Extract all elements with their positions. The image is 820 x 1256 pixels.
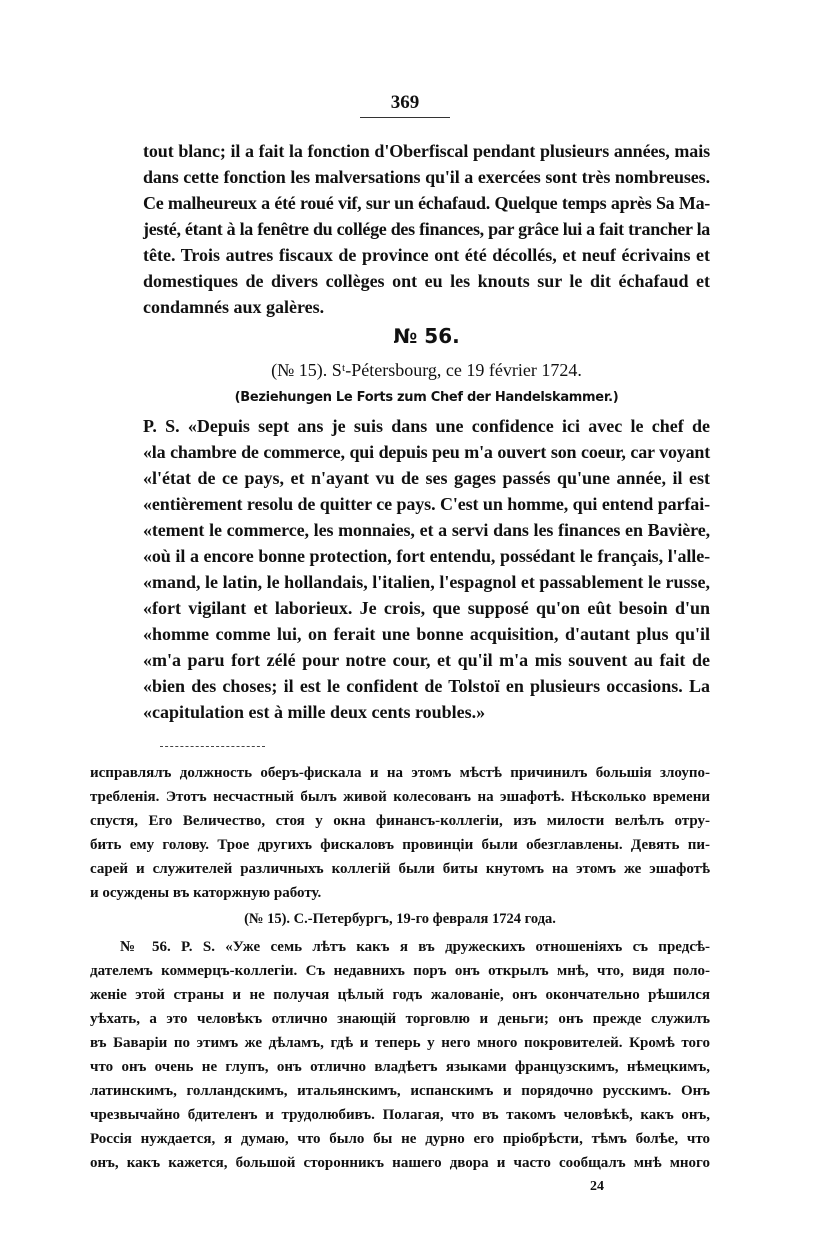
french-letter-line: «fort vigilant et laborieux. Je crois, que supposé qu'on eût besoin d'un	[143, 598, 710, 618]
russian-text-line: спустя, Его Величество, стоя у окна финансъ-коллегіи, изъ милости велѣлъ отру-	[90, 813, 710, 829]
french-text-line: tête. Trois autres fiscaux de province ont été décollés, et neuf écrivains et	[143, 245, 710, 265]
russian-letter-line: № 56. P. S. «Уже семь лѣтъ какъ я въ дружескихъ отношеніяхъ съ предсѣ-	[120, 939, 710, 955]
document-heading: № 56.	[393, 324, 460, 348]
french-text-line: Ce malheureux a été roué vif, sur un échafaud. Quelque temps après Sa Ma-	[143, 193, 710, 213]
section-separator	[160, 746, 265, 747]
russian-letter-line: уѣхать, а это человѣкъ отлично знающій торговлю и деньги; онъ прежде служилъ	[90, 1011, 710, 1027]
french-letter-line: «la chambre de commerce, qui depuis peu m'a ouvert son coeur, car voyant	[143, 442, 710, 462]
russian-text-line: и осуждены въ каторжную работу.	[90, 885, 322, 901]
french-letter-line: «où il a encore bonne protection, fort entendu, possédant le français, l'alle-	[143, 546, 710, 566]
french-letter-line: «m'a paru fort zélé pour notre cour, et qu'il m'a mis souvent au fait de	[143, 650, 710, 670]
russian-letter-line: женіе этой страны и не получая цѣлый годъ жалованіе, онъ окончательно рѣшился	[90, 987, 710, 1003]
page-number: 369	[390, 92, 420, 113]
russian-text-line: сарей и служителей различныхъ коллегій были биты кнутомъ на этомъ же эшафотѣ	[90, 861, 710, 877]
russian-text-line: требленія. Этотъ несчастный былъ живой колесованъ на эшафотѣ. Нѣсколько времени	[90, 789, 710, 805]
russian-letter-line: латинскимъ, голландскимъ, итальянскимъ, испанскимъ и порядочно русскимъ. Онъ	[90, 1083, 710, 1099]
russian-letter-line: дателемъ коммерцъ-коллегіи. Съ недавнихъ поръ онъ открылъ мнѣ, что, видя поло-	[90, 963, 710, 979]
french-letter-line: «mand, le latin, le hollandais, l'italien, l'espagnol et passablement le russe,	[143, 572, 710, 592]
french-text-line: domestiques de divers collèges ont eu les knouts sur le dit échafaud et	[143, 271, 710, 291]
french-letter-line: «bien des choses; il est le confident de Tolstoï en plusieurs occasions. La	[143, 676, 710, 696]
signature-number: 24	[590, 1179, 604, 1194]
russian-dateline: (№ 15). С.-Петербургъ, 19-го февраля 1724 года.	[244, 911, 556, 927]
french-text-line: tout blanc; il a fait la fonction d'Oberfiscal pendant plusieurs années, mais	[143, 141, 710, 161]
russian-letter-line: чрезвычайно бдителенъ и трудолюбивъ. Полагая, что въ такомъ человѣкѣ, какъ онъ,	[90, 1107, 710, 1123]
page-number-rule	[360, 117, 450, 118]
french-letter-line: «l'état de ce pays, et n'ayant vu de ses gages passés qu'une année, il est	[143, 468, 710, 488]
french-letter-line: «homme comme lui, on ferait une bonne acquisition, d'autant plus qu'il	[143, 624, 710, 644]
russian-letter-line: въ Баваріи по этимъ же дѣламъ, гдѣ и теперь у него много покровителей. Кромѣ того	[90, 1035, 710, 1051]
french-letter-line: «entièrement resolu de quitter ce pays. C'est un homme, qui entend parfai-	[143, 494, 710, 514]
french-text-line: condamnés aux galères.	[143, 297, 325, 317]
document-subtitle: (Beziehungen Le Forts zum Chef der Handelskammer.)	[234, 390, 619, 405]
french-letter-line: P. S. «Depuis sept ans je suis dans une confidence ici avec le chef de	[143, 416, 710, 436]
russian-letter-line: что онъ очень не глупъ, онъ отлично владѣетъ языками французскимъ, нѣмецкимъ,	[90, 1059, 710, 1075]
french-letter-line: «capitulation est à mille deux cents roubles.»	[143, 702, 486, 722]
french-dateline: (№ 15). Sᵗ-Pétersbourg, ce 19 février 1724.	[271, 360, 582, 380]
russian-letter-line: онъ, какъ кажется, большой сторонникъ нашего двора и часто сообщалъ мнѣ много	[90, 1155, 710, 1171]
french-letter-line: «tement le commerce, les monnaies, et a servi dans les finances en Bavière,	[143, 520, 710, 540]
russian-text-line: бить ему голову. Трое другихъ фискаловъ провинціи были обезглавлены. Девять пи-	[90, 837, 710, 853]
french-text-line: jesté, étant à la fenêtre du collége des finances, par grâce lui a fait trancher la	[143, 219, 710, 239]
french-text-line: dans cette fonction les malversations qu'il a exercées sont très nombreuses.	[143, 167, 710, 187]
russian-letter-line: Россія нуждается, я думаю, что было бы не дурно его пріобрѣсти, тѣмъ болѣе, что	[90, 1131, 710, 1147]
russian-text-line: исправлялъ должность оберъ-фискала и на этомъ мѣстѣ причинилъ большія злоупо-	[90, 765, 710, 781]
